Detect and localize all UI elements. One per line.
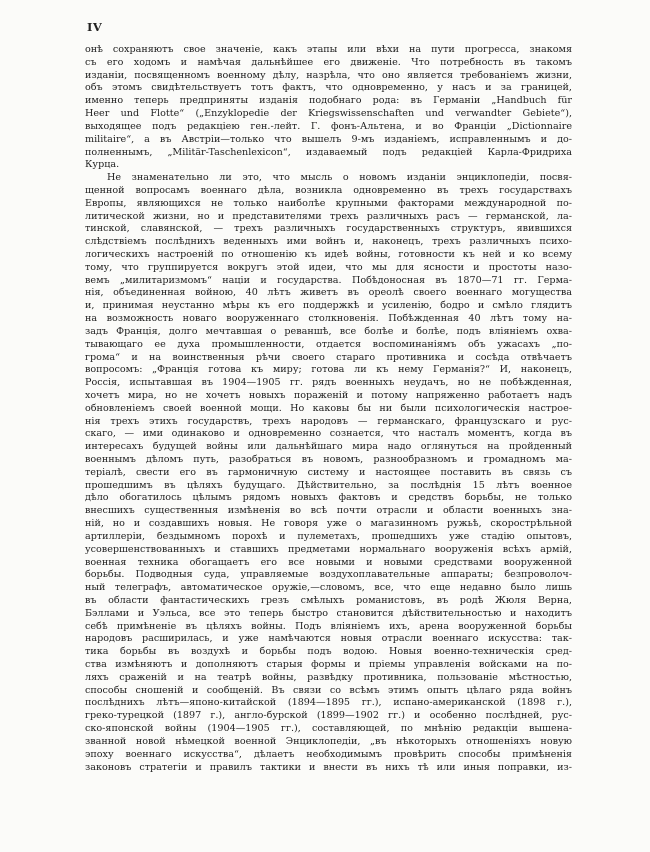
text-line: militaire“, а въ Австріи—только что вышелъ 9-мъ изданіемъ, исправленнымъ и до- [85,133,572,145]
page-number: IV [87,20,103,34]
text-line: хочетъ мира, но не хочетъ новыхъ пораженій и потому напряженно работаетъ надъ [85,389,572,401]
text-line: выходящее подъ редакціею ген.-лейт. Г. фонъ-Альтена, и во Франціи „Dictionnaire [85,120,572,132]
text-line: военная техника обогащаетъ его все новыми и новыми средствами вооруженной [85,556,572,568]
text-line: интересахъ будущей войны или дальнѣйшаго мира надо оглянуться на пройденный [85,441,572,453]
text-line: слѣдствіемъ послѣднихъ веденныхъ ими войнъ и, наконецъ, трехъ различныхъ психо- [85,236,572,248]
body-text [85,44,572,774]
text-line: именно теперь предприняты изданія подобнаго рода: въ Германіи „Handbuch für [85,95,572,107]
text-line: ства измѣняютъ и дополняютъ старыя формы и пріемы управленія войсками на по- [85,659,572,670]
text-line: литической жизни, но и представителями трехъ различныхъ расъ — германской, ла- [85,210,572,222]
text-line: Европы, являющихся не только наиболѣе крупными факторами международной по- [85,197,572,209]
text-line: ско-японской войны (1904—1905 гг.), составляющей, по мнѣнію редакціи вышена- [85,723,572,735]
text-line: Бэллами и Уэльса, все это теперь быстро становится дѣйствительностью и находитъ [85,607,572,619]
text-line: онѣ сохраняютъ свое значеніе, какъ этапы или вѣхи на пути прогресса, знакомя [85,44,572,55]
text-line: борьбы. Подводныя суда, управляемые воздухоплавательные аппараты; безпроволоч- [85,569,572,581]
text-line: артиллеріи, бездымномъ порохѣ и пулеметахъ, прошедшихъ уже стадію опытовъ, [85,530,572,542]
text-line: Курца. [85,159,120,171]
text-line: въ области фантастическихъ грезъ смѣлыхъ романистовъ, въ родѣ Жюля Верна, [85,594,572,606]
text-line: дѣло обогатилось цѣлымъ рядомъ новыхъ фактовъ и средствъ борьбы, не только [85,492,572,504]
text-line: съ его ходомъ и намѣчая дальнѣйшее его движеніе. Что потребность въ такомъ [85,56,572,68]
paragraph [85,44,572,172]
text-line: тому, что группируется вокругъ этой идеи, что мы для ясности и простоты назо- [85,261,572,273]
text-line: послѣднихъ лѣтъ—японо-китайской (1894—1895 гг.), испано-американской (1898 г.), [85,697,572,709]
text-line: ный телеграфъ, автоматическое оружіе,—словомъ, все, что еще недавно было лишь [85,582,572,594]
text-line: обновленіемъ своей военной мощи. Но каковы бы ни были психологическія настрое- [85,402,572,414]
text-line: званной новой нѣмецкой военной Энциклопедіи, „въ нѣкоторыхъ отношеніяхъ новую [85,735,572,747]
text-line: Россія, испытавшая въ 1904—1905 гг. рядъ военныхъ неудачъ, но не побѣжденная, [85,377,572,389]
text-line: полненнымъ, „Militär-Taschenlexicon“, издаваемый подъ редакціей Карла-Фридриха [85,146,572,158]
text-line: грома“ и на воинственныя рѣчи своего стараго противника и сосѣда отвѣчаетъ [85,351,572,363]
text-line: тывающаго ее духа промышленности, отдается воспоминаніямъ объ ужасахъ „по- [85,338,572,350]
text-line: законовъ стратегіи и правилъ тактики и внести въ нихъ тѣ или иныя поправки, из- [85,761,572,773]
text-line: щенной вопросамъ военнаго дѣла, возникла одновременно въ трехъ государствахъ [85,184,572,196]
text-line: греко-турецкой (1897 г.), англо-бурской (1899—1902 гг.) и особенно послѣдней, рус- [85,710,572,722]
text-line: Heer und Flotte“ („Enzyklopedie der Kriegswissenschaften und verwandter Gebiete“), [85,108,572,120]
text-line: внесшихъ существенныя измѣненія во всѣ почти отрасли и области военныхъ зна- [85,505,572,517]
text-line: тика борьбы въ воздухѣ и борьбы подъ водою. Новыя военно-техническія сред- [85,646,572,658]
text-line: ляхъ сраженій и на театрѣ войны, развѣдку противника, пользованіе мѣстностью, [85,671,572,683]
text-line: вопросомъ: „Франція готова къ миру; готова ли къ нему Германія?“ И, наконецъ, [85,364,572,376]
paragraph [85,172,572,774]
text-line: усовершенствованныхъ и ставшихъ предметами нормальнаго вооруженія всѣхъ армій, [85,543,572,555]
text-line: Не знаменательно ли это, что мысль о новомъ изданіи энциклопедіи, посвя- [107,172,572,184]
text-line: нія, объединенная войною, 40 лѣтъ живетъ въ ореолѣ своего военнаго могущества [85,287,572,299]
text-line: и, принимая неустанно мѣры къ его поддержкѣ и усиленію, бодро и смѣло глядитъ [85,300,572,312]
text-line: ній, но и создавшихъ новыя. Не говоря уже о магазинномъ ружьѣ, скорострѣльной [85,518,572,530]
text-line: задъ Франція, долго мечтавшая о реваншѣ, все болѣе и болѣе, подъ вліяніемъ охва- [85,325,572,337]
text-line: на возможность новаго вооруженнаго столкновенія. Побѣжденная 40 лѣтъ тому на- [85,313,572,325]
text-line: народовъ расширилась, и уже намѣчаются новыя отрасли военнаго искусства: так- [85,633,572,645]
text-line: тинской, славянской, — трехъ различныхъ государственныхъ структуръ, явившихся [85,223,572,235]
text-line: объ этомъ свидѣтельствуетъ тотъ фактъ, что одновременно, у насъ и за границей, [85,82,572,94]
text-line: логическихъ настроеній по отношенію къ идеѣ войны, готовности къ ней и ко всему [85,249,572,260]
text-line: эпоху военнаго искусства“, дѣлаетъ необходимымъ провѣрить способы примѣненія [85,748,572,760]
text-line: нія трехъ этихъ государствъ, трехъ народовъ — германскаго, французскаго и рус- [85,415,572,427]
text-line: теріалѣ, свести его въ гармоничную систему и настоящее поставить въ связь съ [85,466,572,478]
text-line: военнымъ дѣломъ путь, разобраться въ новомъ, разнообразномъ и громадномъ ма- [85,454,572,465]
text-line: изданіи, посвященномъ военному дѣлу, назрѣла, что оно является требованіемъ жизни, [85,69,572,81]
text-line: скаго, — ими одинаково и одновременно сознается, что насталъ моментъ, когда въ [85,428,572,440]
text-line: вемъ „милитаризмомъ“ націи и государства. Побѣдоносная въ 1870—71 гг. Герма- [85,274,572,286]
text-line: себѣ примѣненіе въ цѣляхъ войны. Подъ вліяніемъ ихъ, арена вооруженной борьбы [85,620,572,632]
text-line: прошедшимъ въ цѣляхъ будущаго. Дѣйствительно, за послѣднія 15 лѣтъ военное [85,479,572,491]
text-line: способы сношеній и сообщеній. Въ связи со всѣмъ этимъ опытъ цѣлаго ряда войнъ [85,684,572,696]
